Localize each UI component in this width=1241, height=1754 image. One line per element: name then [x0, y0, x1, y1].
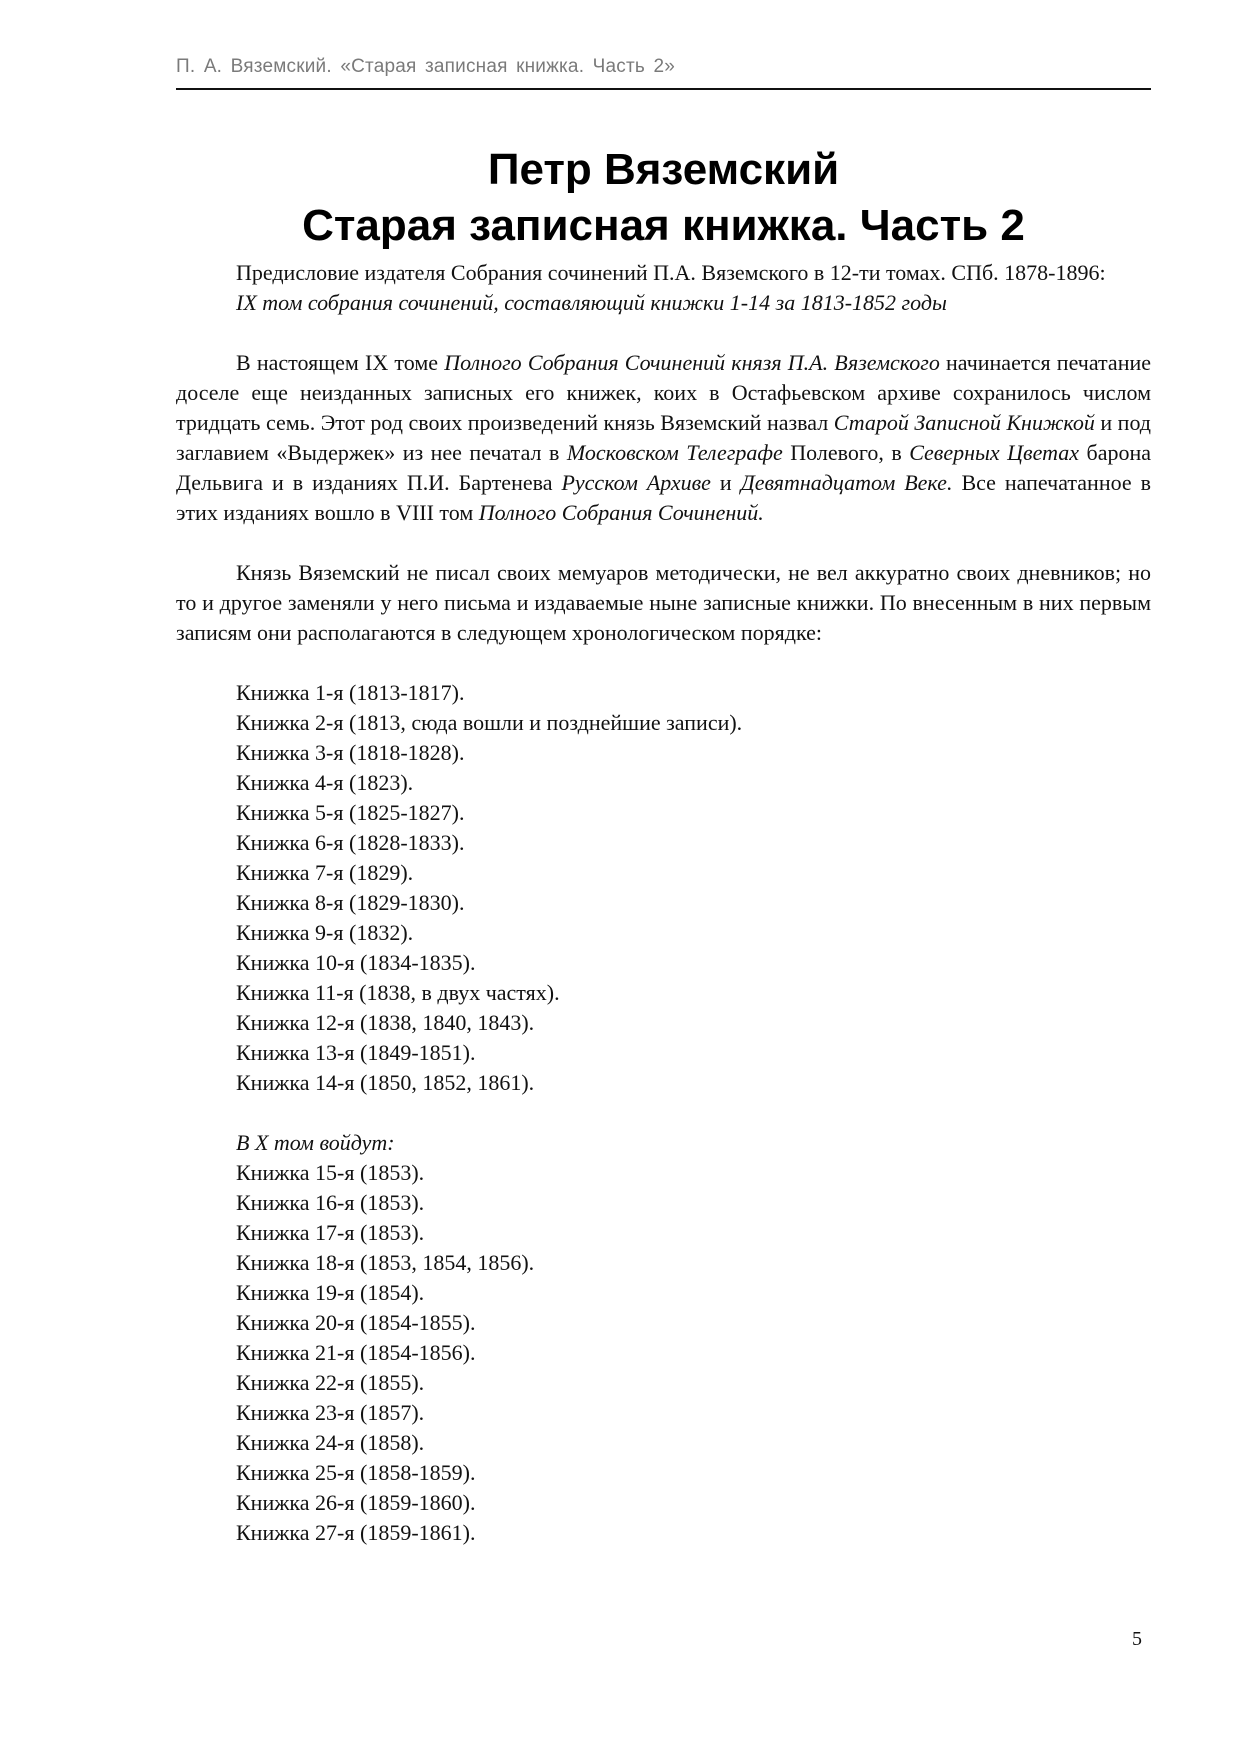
text-run: В настоящем IX томе [236, 350, 445, 375]
volume-x-book-list [176, 1128, 1151, 1548]
text-run: и под заглавием «Выдержек» из нее печатал в [176, 410, 1151, 465]
list-item: Книжка 6-я (1828-1833). [236, 830, 465, 855]
list-item: Книжка 19-я (1854). [236, 1280, 425, 1305]
volume-x-heading: В X том войдут: [236, 1130, 395, 1155]
body-text [176, 258, 1151, 1548]
spacer [176, 648, 1151, 678]
list-item: Книжка 16-я (1853). [236, 1190, 425, 1215]
italic-title: Девятнадцатом Веке. [740, 470, 953, 495]
italic-title: Старой Записной Книжкой [833, 410, 1095, 435]
list-item: Книжка 27-я (1859-1861). [236, 1520, 476, 1545]
spacer [176, 528, 1151, 558]
list-item: Книжка 4-я (1823). [236, 770, 414, 795]
list-item: Книжка 24-я (1858). [236, 1430, 425, 1455]
list-item: Книжка 1-я (1813-1817). [236, 680, 465, 705]
spacer [176, 318, 1151, 348]
list-item: Книжка 10-я (1834-1835). [236, 950, 476, 975]
list-item: Книжка 18-я (1853, 1854, 1856). [236, 1250, 535, 1275]
text-run: начинается печатание доселе еще неизданных записных его книжек, коих в Остафьевском архиве сохранилось числом тридцать семь. Этот род своих произведений князь Вяземский назвал [176, 350, 1152, 435]
page-title [176, 142, 1151, 254]
paragraph-chronology: Князь Вяземский не писал своих мемуаров методически, не вел аккуратно своих дневников; но то и другое заменяли у него письма и издаваемые ныне записные книжки. По внесенным в них первым записям они располагаются в следующем хронологическом порядке: [176, 560, 1151, 645]
page-number: 5 [1132, 1628, 1142, 1650]
list-item: Книжка 17-я (1853). [236, 1220, 425, 1245]
italic-title: Полного Собрания Сочинений князя П.А. Вяземского [444, 350, 940, 375]
list-item: Книжка 25-я (1858-1859). [236, 1460, 476, 1485]
text-run: Полевого, в [782, 440, 910, 465]
italic-title: Северных Цветах [909, 440, 1080, 465]
text-run: и [710, 470, 741, 495]
list-item: Книжка 5-я (1825-1827). [236, 800, 465, 825]
list-item: Книжка 13-я (1849-1851). [236, 1040, 476, 1065]
list-item: Книжка 22-я (1855). [236, 1370, 425, 1395]
list-item: Книжка 8-я (1829-1830). [236, 890, 465, 915]
preface-intro: Предисловие издателя Собрания сочинений П.А. Вяземского в 12-ти томах. СПб. 1878-1896: [236, 260, 1106, 285]
paragraph-volume-ix [176, 348, 1151, 528]
list-item: Книжка 23-я (1857). [236, 1400, 425, 1425]
list-item: Книжка 12-я (1838, 1840, 1843). [236, 1010, 535, 1035]
italic-title: Русском Архиве [561, 470, 711, 495]
list-item: Книжка 14-я (1850, 1852, 1861). [236, 1070, 535, 1095]
list-item: Книжка 7-я (1829). [236, 860, 414, 885]
title-author: Петр Вяземский [487, 145, 840, 194]
list-item: Книжка 15-я (1853). [236, 1160, 425, 1185]
running-header: П. А. Вяземский. «Старая записная книжка. Часть 2» [176, 56, 675, 77]
text-run: Все напечатанное в этих изданиях вошло в VIII том [176, 470, 1152, 525]
header-divider [176, 88, 1151, 90]
list-item: Книжка 9-я (1832). [236, 920, 414, 945]
text-run: барона Дельвига и в изданиях П.И. Бартенева [176, 440, 1151, 495]
list-item: Книжка 3-я (1818-1828). [236, 740, 465, 765]
list-item: Книжка 21-я (1854-1856). [236, 1340, 476, 1365]
preface-subtitle: IX том собрания сочинений, составляющий книжки 1-14 за 1813-1852 годы [236, 290, 947, 315]
volume-ix-book-list [176, 678, 1151, 1098]
list-item: Книжка 20-я (1854-1855). [236, 1310, 476, 1335]
list-item: Книжка 11-я (1838, в двух частях). [236, 980, 560, 1005]
title-work: Старая записная книжка. Часть 2 [302, 201, 1025, 250]
spacer [176, 1098, 1151, 1128]
list-item: Книжка 2-я (1813, сюда вошли и позднейшие записи). [236, 710, 743, 735]
italic-title: Полного Собрания Сочинений. [478, 500, 764, 525]
italic-title: Московском Телеграфе [566, 440, 783, 465]
list-item: Книжка 26-я (1859-1860). [236, 1490, 476, 1515]
